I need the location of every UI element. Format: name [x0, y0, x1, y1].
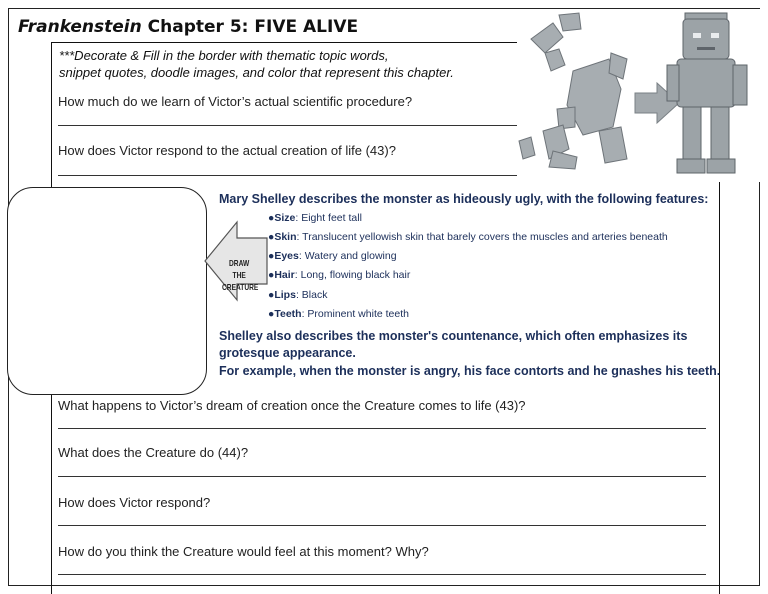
instructions-line-2: snippet quotes, doodle images, and color that represent this chapter.: [59, 65, 454, 80]
feature-hair: [268, 269, 410, 281]
feature-name: Size: [274, 212, 296, 224]
creature-left-leg: [683, 107, 701, 161]
feature-skin: [268, 231, 668, 243]
bullet-mark: ●: [268, 289, 275, 301]
body-part-jaw-piece: [545, 49, 565, 71]
bullet-mark: ●: [268, 212, 275, 224]
countenance-line-2: grotesque appearance.: [219, 346, 356, 360]
monster-illustration-svg: [517, 9, 760, 182]
draw-label-line-2: CREATURE: [222, 282, 259, 292]
creature-torso: [677, 59, 735, 107]
feature-name: Hair: [274, 269, 295, 281]
feature-teeth: [268, 308, 409, 320]
answer-line-5[interactable]: [58, 525, 706, 526]
creature-left-eye: [693, 33, 701, 38]
feature-value: : Prominent white teeth: [301, 308, 409, 320]
draw-label-line-1: DRAW THE: [229, 258, 250, 280]
description-intro: Mary Shelley describes the monster as hideously ugly, with the following features:: [219, 192, 709, 206]
bullet-mark: ●: [268, 269, 275, 281]
creature-left-boot: [677, 159, 705, 173]
feature-value: : Eight feet tall: [295, 212, 362, 224]
page-title: [18, 17, 358, 37]
question-5: How does Victor respond?: [58, 495, 211, 510]
feature-name: Skin: [274, 231, 297, 243]
monster-assembly-illustration: [517, 9, 760, 182]
bullet-mark: ●: [268, 250, 275, 262]
feature-name: Eyes: [274, 250, 299, 262]
body-part-foot: [519, 137, 535, 159]
feature-eyes: [268, 250, 397, 262]
countenance-line-1: Shelley also describes the monster's countenance, which often emphasizes its: [219, 329, 688, 343]
creature-mouth: [697, 47, 715, 50]
feature-value: : Watery and glowing: [298, 250, 397, 262]
feature-name: Teeth: [274, 308, 302, 320]
creature-right-boot: [707, 159, 735, 173]
answer-line-2[interactable]: [58, 175, 520, 176]
instructions: [59, 47, 454, 81]
feature-value: : Translucent yellowish skin that barely covers the muscles and arteries beneath: [296, 231, 668, 243]
example-line: For example, when the monster is angry, his face contorts and he gnashes his teeth.: [219, 364, 721, 378]
answer-line-3[interactable]: [58, 428, 706, 429]
creature-left-arm: [667, 65, 679, 101]
draw-creature-box[interactable]: [7, 187, 207, 395]
bullet-mark: ●: [268, 231, 275, 243]
question-3: What happens to Victor’s dream of creation once the Creature comes to life (43)?: [58, 398, 526, 413]
creature-head: [683, 19, 729, 59]
feature-value: : Long, flowing black hair: [294, 269, 411, 281]
answer-line-4[interactable]: [58, 476, 706, 477]
answer-line-1[interactable]: [58, 125, 520, 126]
question-4: What does the Creature do (44)?: [58, 445, 249, 460]
question-6: How do you think the Creature would feel at this moment? Why?: [58, 544, 429, 559]
feature-name: Lips: [274, 289, 296, 301]
feature-value: : Black: [295, 289, 328, 301]
title-italic: Frankenstein: [18, 17, 142, 37]
feature-size: [268, 212, 362, 224]
draw-the-creature-label: [222, 257, 259, 293]
creature-right-leg: [711, 107, 729, 161]
creature-right-eye: [711, 33, 719, 38]
title-rest: Chapter 5: FIVE ALIVE: [141, 17, 359, 37]
body-part-hair-piece: [559, 13, 581, 31]
body-part-head-piece: [531, 23, 563, 53]
instructions-line-1: ***Decorate & Fill in the border with thematic topic words,: [59, 48, 389, 63]
creature-right-arm: [733, 65, 747, 105]
answer-line-6[interactable]: [58, 574, 706, 575]
body-part-leg-2: [599, 127, 627, 163]
question-1: How much do we learn of Victor’s actual scientific procedure?: [58, 94, 413, 109]
feature-lips: [268, 289, 327, 301]
body-part-boot: [549, 151, 577, 169]
bullet-mark: ●: [268, 308, 275, 320]
question-2: How does Victor respond to the actual creation of life (43)?: [58, 143, 396, 158]
